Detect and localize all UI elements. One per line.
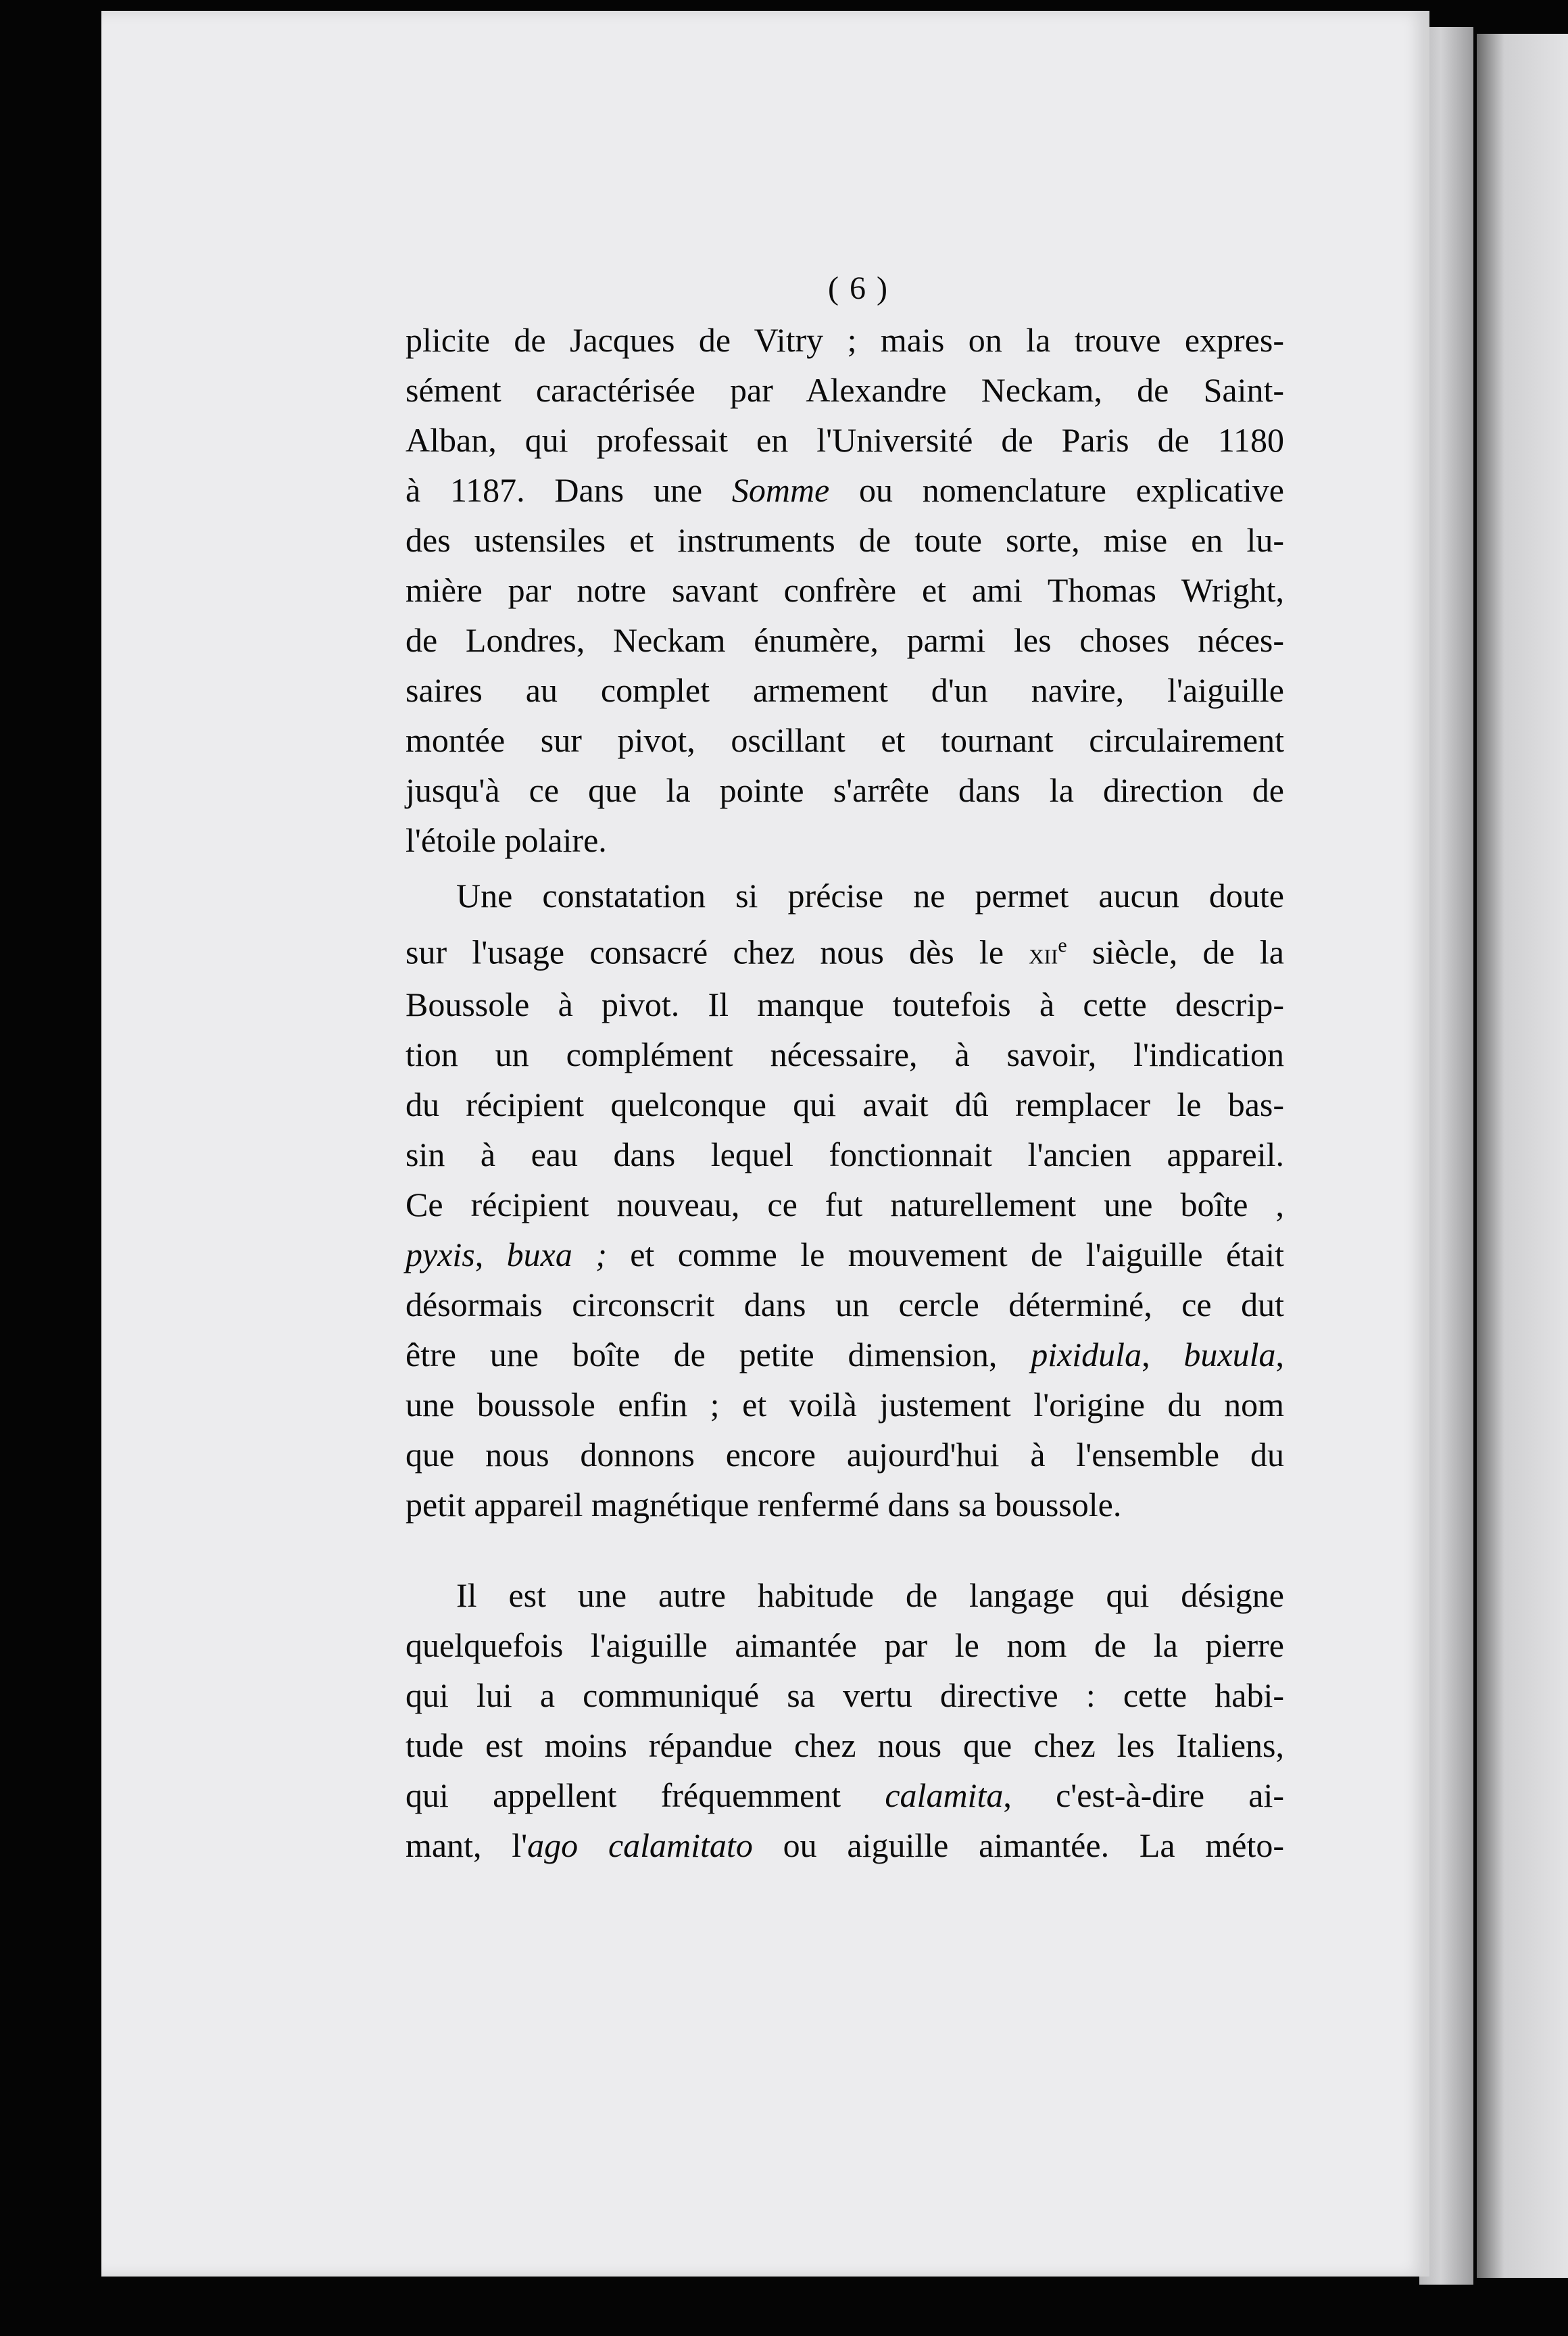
paragraph-gap	[406, 1530, 1284, 1570]
text-line: l'étoile polaire.	[406, 821, 607, 859]
italic-term: buxula	[1183, 1335, 1276, 1373]
text-line: Boussole à pivot. Il manque toutefois à cette descrip-	[406, 985, 1284, 1023]
text-line: mière par notre savant confrère et ami Thomas Wright,	[406, 571, 1284, 609]
italic-term: calamita	[885, 1776, 1004, 1814]
text-line: Une constatation si précise ne permet aucun doute	[456, 877, 1284, 915]
text-line: quelquefois l'aiguille aimantée par le nom de la pierre	[406, 1626, 1284, 1664]
italic-term: buxa ;	[506, 1235, 607, 1273]
text-line: pyxis, buxa ; et comme le mouvement de l'aiguille était	[406, 1235, 1285, 1273]
text-line: à 1187. Dans une Somme ou nomenclature explicative	[406, 471, 1284, 509]
text-line: de Londres, Neckam énumère, parmi les choses néces-	[406, 621, 1284, 659]
text-line: Alban, qui professait en l'Université de Paris de 1180	[406, 421, 1284, 459]
text-line: plicite de Jacques de Vitry ; mais on la trouve expres-	[406, 321, 1284, 359]
page-text	[406, 264, 1284, 1870]
text-line: sément caractérisée par Alexandre Neckam, de Saint-	[406, 371, 1284, 409]
text-line: sur l'usage consacré chez nous dès le xii$^e$ siècle, de la	[406, 933, 1284, 971]
text-line: petit appareil magnétique renfermé dans sa boussole.	[406, 1485, 1122, 1524]
superscript: e	[1058, 934, 1067, 956]
century-numeral: xii	[1029, 937, 1058, 971]
text-line: Ce récipient nouveau, ce fut naturellement une boîte ,	[406, 1185, 1284, 1223]
italic-term: pixidula	[1031, 1335, 1142, 1373]
text-line: désormais circonscrit dans un cercle déterminé, ce dut	[406, 1285, 1284, 1323]
text-line: saires au complet armement d'un navire, l'aiguille	[406, 671, 1284, 709]
italic-term: ago calamitato	[527, 1826, 753, 1864]
text-line: tion un complément nécessaire, à savoir, l'indication	[406, 1035, 1284, 1073]
text-line: tude est moins répandue chez nous que chez les Italiens,	[406, 1726, 1284, 1764]
text-line: être une boîte de petite dimension, pixidula, buxula,	[406, 1335, 1285, 1373]
text-line: Il est une autre habitude de langage qui désigne	[456, 1576, 1284, 1614]
text-line: sin à eau dans lequel fonctionnait l'ancien appareil.	[406, 1135, 1284, 1173]
text-line: qui appellent fréquemment calamita, c'est-à-dire ai-	[406, 1776, 1284, 1814]
adjacent-page-edge	[1477, 34, 1568, 2278]
italic-term: Somme	[731, 471, 830, 509]
text-line: jusqu'à ce que la pointe s'arrête dans la direction de	[406, 771, 1284, 809]
page-number: ( 6 )	[828, 270, 889, 306]
text-line: mant, l'ago calamitato ou aiguille aimantée. La méto-	[406, 1826, 1284, 1864]
text-line: qui lui a communiqué sa vertu directive : cette habi-	[406, 1676, 1284, 1714]
text-line: des ustensiles et instruments de toute sorte, mise en lu-	[406, 521, 1284, 559]
italic-term: pyxis	[406, 1235, 475, 1273]
text-line: montée sur pivot, oscillant et tournant circulairement	[406, 721, 1284, 759]
text-line: du récipient quelconque qui avait dû remplacer le bas-	[406, 1085, 1284, 1123]
text-line: une boussole enfin ; et voilà justement l'origine du nom	[406, 1385, 1284, 1424]
text-line: que nous donnons encore aujourd'hui à l'ensemble du	[406, 1435, 1284, 1474]
